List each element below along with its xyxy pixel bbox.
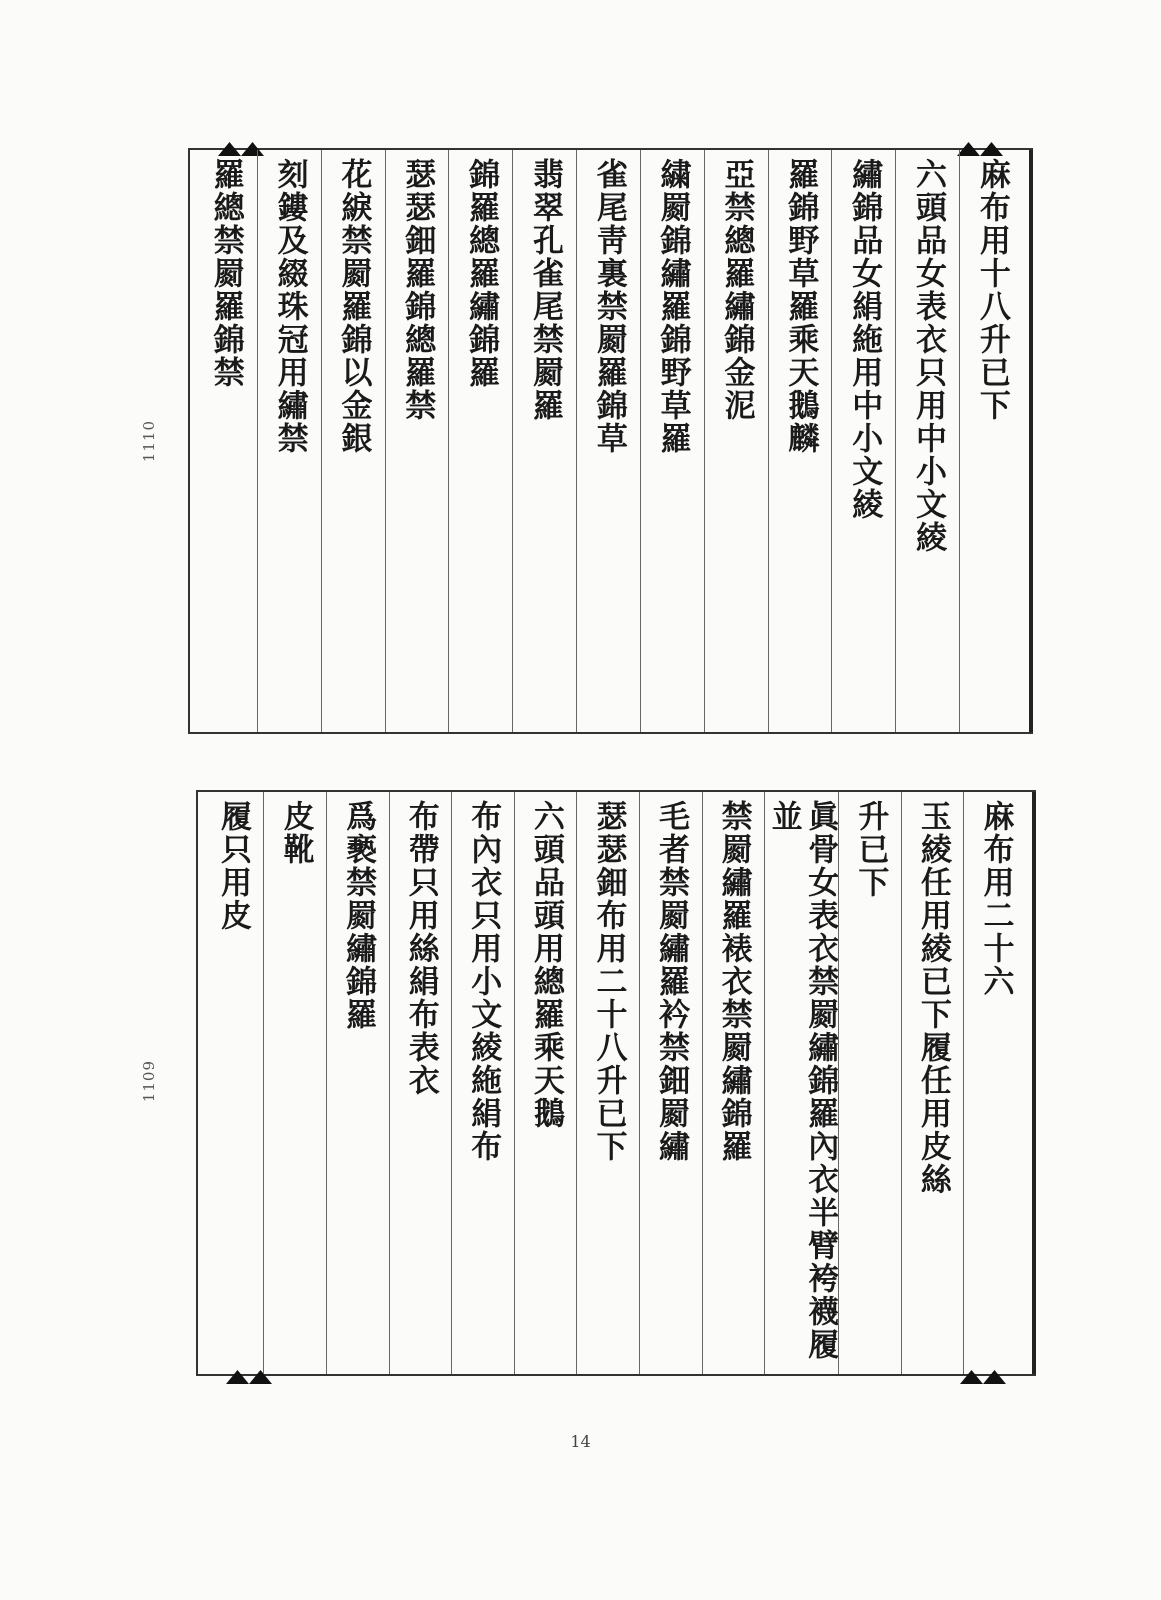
text-column: 麻布用二十六: [963, 792, 1026, 1374]
text-column: 玉綾任用綾已下履任用皮絲: [901, 792, 964, 1374]
text-column: 布帶只用絲絹布表衣: [389, 792, 452, 1374]
text-column: 瑟瑟鈿布用二十八升已下: [576, 792, 639, 1374]
text-column: 毛者禁罽繡羅衿禁鈿罽繡: [639, 792, 702, 1374]
text-column: 翡翠孔雀尾禁罽羅: [512, 150, 576, 732]
frame-left-line: [196, 792, 198, 1374]
text-column: 雀尾靑裏禁罽羅錦草: [576, 150, 640, 732]
bottom-page-label: 1109: [140, 1060, 158, 1103]
top-text-panel: [188, 148, 1033, 734]
text-column: 麻布用十八升已下: [959, 150, 1023, 732]
top-columns: [194, 150, 1023, 732]
top-page-label: 1110: [140, 420, 158, 463]
text-column: 布內衣只用小文綾絁絹布: [451, 792, 514, 1374]
text-column: 禁罽繡羅裱衣禁罽繡錦羅: [702, 792, 765, 1374]
frame-right-line: [1032, 792, 1036, 1374]
text-column: 刻鏤及綴珠冠用繡禁: [257, 150, 321, 732]
page-number: 14: [570, 1432, 591, 1451]
text-column: 履只用皮: [214, 800, 251, 932]
text-column: 六頭品女表衣只用中小文綾: [895, 150, 959, 732]
text-column: 皮靴: [263, 792, 326, 1374]
text-column: 爲褻禁罽繡錦羅: [326, 792, 389, 1374]
text-column: 繍罽錦繡羅錦野草羅: [640, 150, 704, 732]
bottom-text-panel: [196, 790, 1036, 1376]
frame-right-line: [1029, 150, 1033, 732]
bottom-columns: [202, 792, 1026, 1374]
text-column: 眞骨女表衣禁罽繡錦羅內衣半臂袴襪履並: [764, 792, 838, 1374]
text-column: 亞禁總羅繡錦金泥: [704, 150, 768, 732]
text-column: 繡錦品女絹絁用中小文綾: [831, 150, 895, 732]
text-column: 羅總禁罽羅錦禁: [207, 158, 244, 389]
text-column: 瑟瑟鈿羅錦總羅禁: [385, 150, 449, 732]
text-column: 錦羅總羅繡錦羅: [448, 150, 512, 732]
frame-left-line: [188, 150, 190, 732]
text-column: 花綟禁罽羅錦以金銀: [321, 150, 385, 732]
text-column: 六頭品頭用總羅乘天鵝: [514, 792, 577, 1374]
text-column: 升已下: [838, 792, 901, 1374]
text-column: 羅錦野草羅乘天鵝麟: [768, 150, 832, 732]
